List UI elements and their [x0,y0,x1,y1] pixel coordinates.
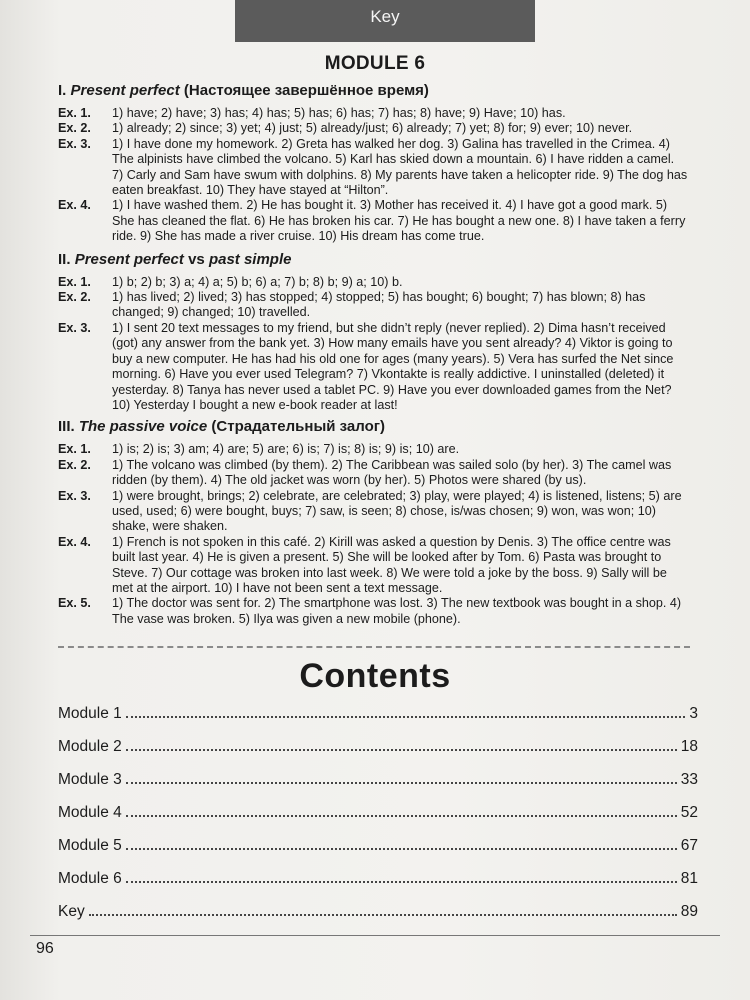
toc-entry-module-1 [58,702,698,735]
table-of-contents [58,702,698,933]
exercise-row [58,121,688,136]
section-title: The passive voice [78,418,208,436]
exercise-row [58,596,688,627]
exercise-row [58,458,688,489]
exercise-label: Ex. 1. [58,274,91,289]
page-number: 96 [36,940,54,957]
exercise-answers: 1) The volcano was climbed (by them). 2) The Caribbean was sailed solo (by her). 3) The camel was ridden (by them). 4) The old jacket was worn (by her). 5) Photos were shared (by us). [112,457,672,488]
toc-entry-key [58,900,698,933]
section-title: Present perfect [70,82,180,99]
exercise-answers: 1) French is not spoken in this café. 2) Kirill was asked a question by Denis. 3) The office centre was built last year. 4) He is given a present. 5) She will be looked after by Tom. 6) Pasta was brought to Steve. 7) Our cottage was broken into last week. 8) We were told a joke by the boss. 9) Sally will be met at the airport. 10) I have not been sent a text message. [112,534,671,595]
toc-page-number: 52 [680,804,698,821]
toc-page-number: 18 [680,738,698,755]
exercise-label: Ex. 3. [58,136,91,151]
section-subtitle: vs [188,250,205,268]
toc-leader-dots [89,900,677,916]
toc-entry-module-4 [58,801,698,834]
exercise-answers: 1) I have washed them. 2) He has bought it. 3) Mother has received it. 4) I have got a good mark. 5) She has cleaned the flat. 6) He has broken his car. 7) He has bought a new one. 8) I have taken a ferry ride. 9) She has made a river cruise. 10) His dream has come true. [112,198,686,244]
exercise-answers: 1) has lived; 2) lived; 3) has stopped; 4) stopped; 5) has bought; 6) bought; 7) has blown; 8) has changed; 9) changed; 10) travelled. [112,290,646,320]
toc-leader-dots [126,867,677,883]
toc-entry-module-6 [58,867,698,900]
toc-leader-dots [126,801,677,817]
exercise-row [58,137,688,199]
section-heading [58,82,688,100]
toc-leader-dots [126,768,677,784]
exercise-row [58,442,688,457]
exercise-answers: 1) I sent 20 text messages to my friend, but she didn’t reply (never replied). 2) Dima hasn’t received (got) any answer from the bank yet. 3) How many emails have you sent already? 4) Viktor is going to buy a new computer. He has had his old one for ages (many years). 5) Vera has surfed the Net since morning. 6) Have you ever used Telegram? 7) Vkontakte is really addictive. I uninstalled (deleted) it yesterday. 8) Tanya has never used a tablet PC. 9) Have you ever downloaded games from the Net? 10) Yesterday I bought a new e-book reader at last! [112,320,674,412]
contents-title: Contents [299,657,451,695]
section-subtitle: (Страдательный залог) [211,418,385,436]
toc-entry-module-3 [58,768,698,801]
toc-entry-name: Module 4 [58,804,122,821]
section-present-perfect [58,82,688,245]
exercise-label: Ex. 3. [58,320,91,335]
key-header-tab: Key [235,0,535,42]
footer-rule [30,935,720,936]
toc-leader-dots [126,834,677,850]
exercise-row [58,275,688,290]
toc-entry-name: Module 5 [58,837,122,854]
toc-entry-module-5 [58,834,698,867]
exercise-answers: 1) I have done my homework. 2) Greta has walked her dog. 3) Galina has travelled in the Crimea. 4) The alpinists have climbed the volcano. 5) Karl has skied down a mountain. 6) I have ridden a camel. 7) Carly and Sam have swum with dolphins. 8) My parents have taken a helicopter ride. 9) The dog has eaten breakfast. 10) They have stayed at “Hilton”. [112,136,688,198]
exercise-row [58,535,688,597]
exercise-answers: 1) were brought, brings; 2) celebrate, are celebrated; 3) play, were played; 4) is listened, listens; 5) are used, used; 6) were bought, buys; 7) saw, is seen; 8) chose, is/was chosen; 9) won, was won; 10) shake, were shaken. [112,488,682,534]
exercise-label: Ex. 2. [58,121,91,136]
toc-page-number: 89 [680,903,698,920]
toc-entry-name: Module 6 [58,870,122,887]
section-heading [58,418,688,436]
exercise-answers: 1) The doctor was sent for. 2) The smartphone was lost. 3) The new textbook was bought in a shop. 4) The vase was broken. 5) Ilya was given a new mobile (phone). [112,596,682,626]
section-number: II. [58,250,71,268]
exercise-label: Ex. 4. [58,534,91,549]
toc-entry-name: Module 2 [58,738,122,755]
answer-key-content [58,82,688,632]
toc-page-number: 81 [680,870,698,887]
exercise-label: Ex. 2. [58,290,91,305]
section-subtitle: (Настоящее завершённое время) [183,82,429,99]
toc-leader-dots [126,702,686,718]
exercise-row [58,198,688,244]
toc-page-number: 67 [680,837,698,854]
section-title-2: past simple [208,250,292,268]
exercise-answers: 1) already; 2) since; 3) yet; 4) just; 5) already/just; 6) already; 7) yet; 8) for; 9) ever; 10) never. [112,121,633,136]
exercise-label: Ex. 2. [58,457,91,472]
toc-page-number: 3 [689,705,698,722]
exercise-answers: 1) b; 2) b; 3) a; 4) a; 5) b; 6) a; 7) b; 8) b; 9) a; 10) b. [112,274,403,289]
section-heading [58,251,688,269]
exercise-row [58,106,688,121]
module-title: MODULE 6 [324,53,426,74]
toc-entry-name: Key [58,903,85,920]
exercise-row [58,489,688,535]
exercise-label: Ex. 5. [58,596,91,611]
exercise-label: Ex. 1. [58,106,91,120]
toc-entry-name: Module 3 [58,771,122,788]
exercise-label: Ex. 3. [58,488,91,503]
section-number: III. [58,418,75,436]
dashed-divider [58,646,690,648]
section-title: Present perfect [74,250,184,268]
toc-leader-dots [126,735,677,751]
toc-page-number: 33 [680,771,698,788]
toc-entry-name: Module 1 [58,705,122,722]
exercise-answers: 1) is; 2) is; 3) am; 4) are; 5) are; 6) is; 7) is; 8) is; 9) is; 10) are. [112,442,460,457]
exercise-row [58,290,688,321]
exercise-row [58,321,688,413]
exercise-answers: 1) have; 2) have; 3) has; 4) has; 5) has; 6) has; 7) has; 8) have; 9) Have; 10) has. [112,106,566,120]
exercise-label: Ex. 1. [58,442,91,457]
section-number: I. [58,82,67,99]
section-passive-voice [58,418,688,627]
section-present-perfect-vs-past-simple [58,251,688,414]
toc-entry-module-2 [58,735,698,768]
exercise-label: Ex. 4. [58,198,91,213]
